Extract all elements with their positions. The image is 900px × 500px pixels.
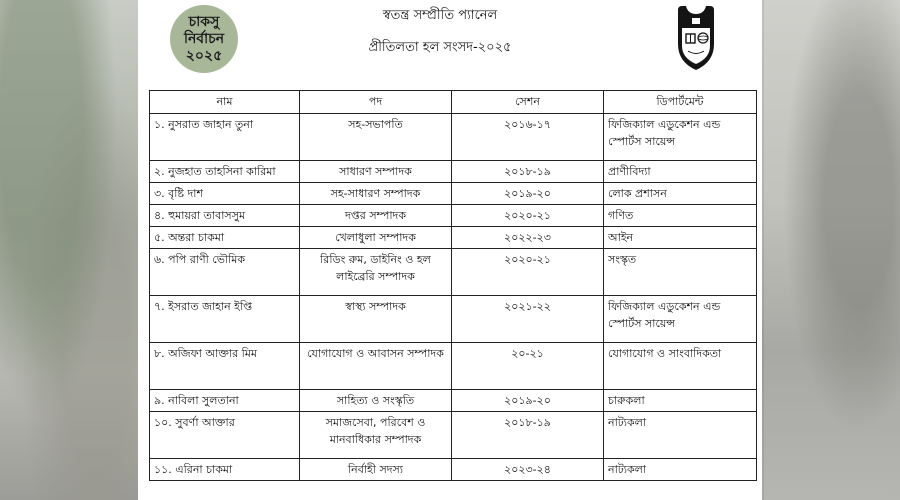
candidate-department: ফিজিক্যাল এডুকেশন এন্ড স্পোর্টস সায়েন্স [604,114,757,161]
table-row [150,296,757,343]
candidate-session: ২০২০-২১ [452,205,604,227]
candidate-name: ১. নুসরাত জাহান তুনা [150,114,300,161]
table-row [150,227,757,249]
candidate-name: ১০. সুবর্ণা আক্তার [150,412,300,459]
table-row [150,249,757,296]
candidate-department: আইন [604,227,757,249]
candidate-session: ২০২০-২১ [452,249,604,296]
candidate-post: যোগাযোগ ও আবাসন সম্পাদক [300,343,452,390]
candidate-post: দপ্তর সম্পাদক [300,205,452,227]
candidate-department: নাট্যকলা [604,412,757,459]
column-header-department: ডিপার্টমেন্ট [604,91,757,114]
candidate-department: লোক প্রশাসন [604,183,757,205]
candidate-department: যোগাযোগ ও সাংবাদিকতা [604,343,757,390]
candidate-post: সমাজসেবা, পরিবেশ ও মানবাধিকার সম্পাদক [300,412,452,459]
candidate-session: ২০১৯-২০ [452,183,604,205]
candidate-session: ২০-২১ [452,343,604,390]
candidate-name: ২. নুজহাত তাহসিনা কারিমা [150,161,300,183]
candidate-post: স্বাস্থ্য সম্পাদক [300,296,452,343]
background-photo-left [0,0,138,500]
candidate-session: ২০১৯-২০ [452,390,604,412]
candidate-post: সহ-সভাপতি [300,114,452,161]
candidate-department: প্রাণীবিদ্যা [604,161,757,183]
table-header-row [150,91,757,114]
table-row [150,459,757,481]
table-row [150,114,757,161]
candidate-session: ২০১৬-১৭ [452,114,604,161]
university-emblem-icon [672,6,720,72]
candidate-department: চারুকলা [604,390,757,412]
candidate-session: ২০২৩-২৪ [452,459,604,481]
column-header-session: সেশন [452,91,604,114]
column-header-post: পদ [300,91,452,114]
table-row [150,161,757,183]
table-row [150,205,757,227]
candidate-department: ফিজিক্যাল এডুকেশন এন্ড স্পোর্টস সায়েন্স [604,296,757,343]
candidate-name: ৯. নাবিলা সুলতানা [150,390,300,412]
candidate-name: ৩. বৃষ্টি দাশ [150,183,300,205]
candidate-name: ৫. অন্তরা চাকমা [150,227,300,249]
candidate-name: ৮. অজিফা আক্তার মিম [150,343,300,390]
candidate-department: সংস্কৃত [604,249,757,296]
table-row [150,390,757,412]
candidate-post: সাহিত্য ও সংস্কৃতি [300,390,452,412]
candidate-department: গণিত [604,205,757,227]
candidate-department: নাট্যকলা [604,459,757,481]
candidate-name: ১১. এরিনা চাকমা [150,459,300,481]
candidate-session: ২০২২-২৩ [452,227,604,249]
candidate-name: ৬. পপি রাণী ভৌমিক [150,249,300,296]
column-header-name: নাম [150,91,300,114]
hall-title: প্রীতিলতা হল সংসদ-২০২৫ [368,40,512,55]
background-photo-right [762,0,900,500]
candidate-post: নির্বাহী সদস্য [300,459,452,481]
candidate-session: ২০১৮-১৯ [452,412,604,459]
candidate-post: সাধারণ সম্পাদক [300,161,452,183]
table-row [150,343,757,390]
candidate-session: ২০২১-২২ [452,296,604,343]
table-row [150,183,757,205]
candidate-post: খেলাধুলা সম্পাদক [300,227,452,249]
election-logo: চাকসু নির্বাচন ২০২৫ [170,5,238,73]
candidate-session: ২০১৮-১৯ [452,161,604,183]
candidate-name: ৭. ইসরাত জাহান ইপ্তি [150,296,300,343]
panel-title: স্বতন্ত্র সম্প্রীতি প্যানেল [382,8,498,23]
candidate-table [149,90,757,481]
candidate-post: রিডিং রুম, ডাইনিং ও হল লাইব্রেরি সম্পাদক [300,249,452,296]
candidate-post: সহ-সাধারণ সম্পাদক [300,183,452,205]
table-row [150,412,757,459]
candidate-name: ৪. হুমায়রা তাবাসসুম [150,205,300,227]
